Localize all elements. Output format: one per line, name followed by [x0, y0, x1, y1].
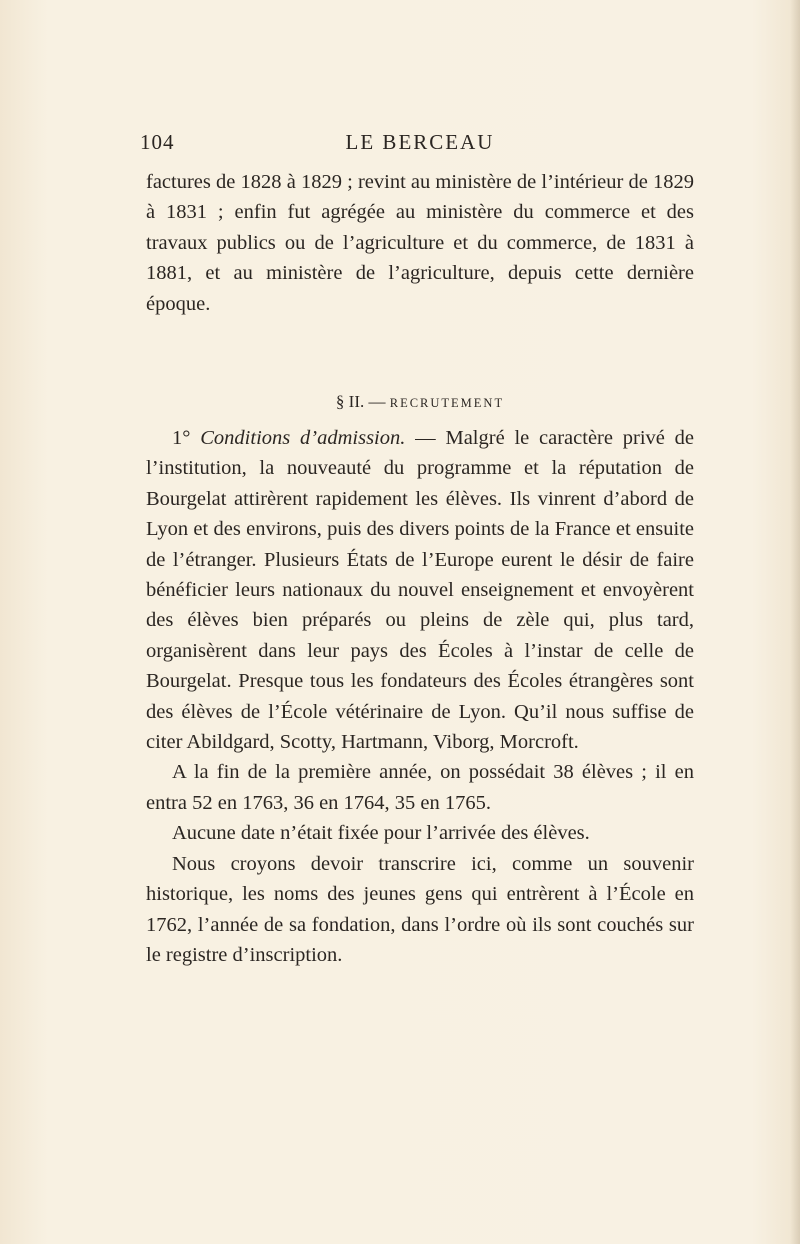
- text-block-top: [146, 167, 694, 319]
- paragraph-enrollment: A la fin de la première année, on possédait 38 élèves ; il en entra 52 en 1763, 36 en 1764, 35 en 1765.: [146, 761, 694, 814]
- paragraph-continuation: factures de 1828 à 1829 ; revint au ministère de l’intérieur de 1829 à 1831 ; enfin fut agrégée au ministère du commerce et des travaux publics ou de l’agriculture et du commerce, de 1831 à 1881, et au ministère de l’agriculture, depuis cette dernière époque.: [146, 171, 694, 315]
- page-number: 104: [140, 130, 175, 154]
- page-header: [140, 130, 700, 160]
- text-block-main: [146, 423, 694, 970]
- subsection-number: 1°: [172, 427, 191, 449]
- page-edge-shadow: [790, 0, 800, 1244]
- paragraph-arrival: Aucune date n’était fixée pour l’arrivée des élèves.: [172, 822, 590, 845]
- subsection-title: Conditions d’admission.: [200, 427, 406, 449]
- running-title: LE BERCEAU: [345, 130, 495, 154]
- subsection-text: — Malgré le caractère privé de l’institution, la nouveauté du programme et la réputation de Bourgelat attirèrent rapidement les élèves. Ils vinrent d’abord de Lyon et des environs, puis des divers points de la France et ensuite de l’étranger. Plusieurs États de l’Europe eurent le désir de faire bénéficier leurs nationaux du nouvel enseignement et envoyèrent des élèves bien préparés ou pleins de zèle qui, plus tard, organisèrent dans leur pays des Écoles à l’instar de celle de Bourgelat. Presque tous les fondateurs des Écoles étrangères sont des élèves de l’École vétérinaire de Lyon. Qu’il nous suffise de citer Abildgard, Scotty, Hartmann, Viborg, Morcroft.: [146, 427, 695, 754]
- section-heading: [146, 392, 694, 412]
- section-title: RECRUTEMENT: [389, 396, 505, 410]
- paragraph-names: Nous croyons devoir transcrire ici, comme un souvenir historique, les noms des jeunes gens qui entrèrent à l’École en 1762, l’année de sa fondation, dans l’ordre où ils sont couchés sur le registre d’inscription.: [146, 852, 694, 966]
- paragraph-conditions: [146, 423, 694, 757]
- section-number: § II. —: [335, 392, 386, 411]
